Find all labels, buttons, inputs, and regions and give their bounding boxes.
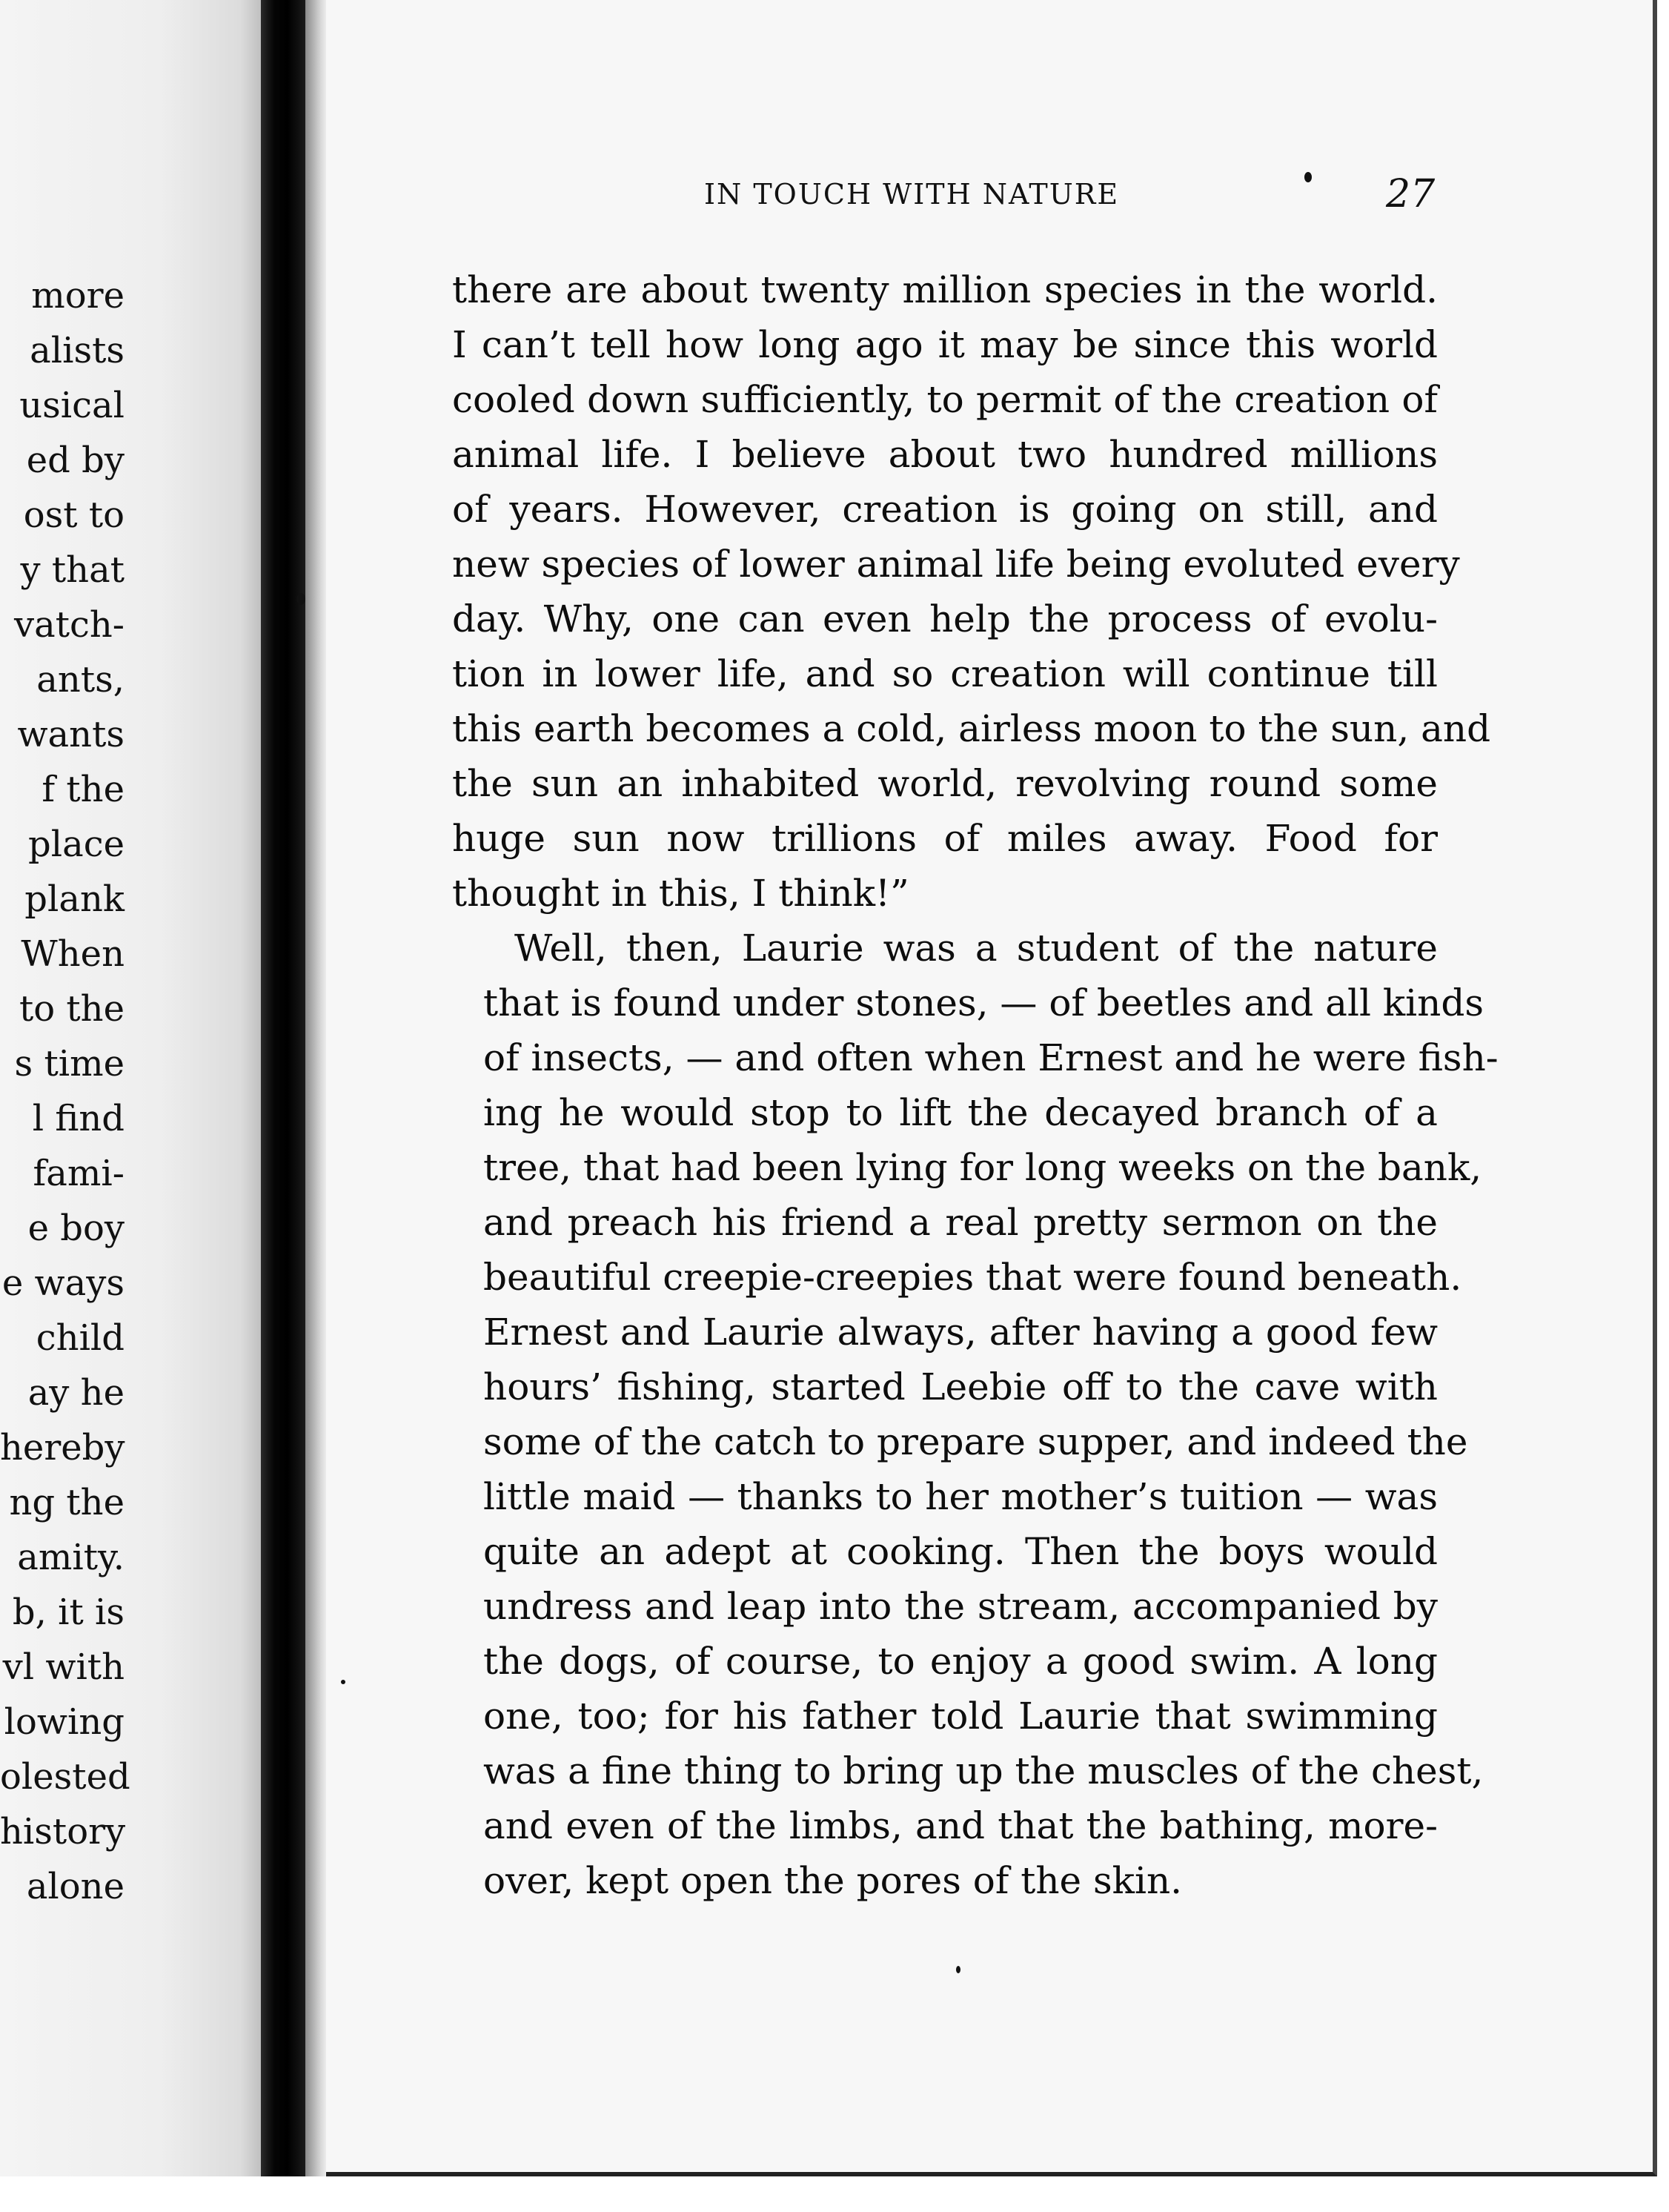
left-fragment-line: alone (26, 1866, 125, 1907)
left-fragment-line: l find (32, 1098, 125, 1139)
text-line: beautiful creepie-creepies that were found beneath. (483, 1256, 1462, 1299)
left-fragment-line: child (36, 1317, 125, 1359)
left-fragment-line: ay he (27, 1372, 125, 1414)
text-line: huge sun now trillions of miles away. Food for (452, 817, 1438, 860)
left-fragment-line: place (28, 824, 125, 865)
left-fragment-line: usical (19, 385, 125, 426)
running-head: IN TOUCH WITH NATURE (704, 178, 1120, 211)
left-fragment-line: ants, (36, 659, 125, 701)
scan-speck (341, 1680, 345, 1684)
left-fragment-line: e ways (1, 1262, 125, 1304)
text-line: Well, then, Laurie was a student of the nature (514, 927, 1438, 970)
page-number: 27 (1386, 172, 1436, 216)
text-line: of insects, — and often when Ernest and he were fish- (483, 1036, 1499, 1079)
left-fragment-line: alists (30, 330, 125, 371)
text-line: cooled down sufficiently, to permit of the creation of (452, 378, 1438, 421)
left-fragment-line: more (31, 275, 125, 317)
text-line: ing he would stop to lift the decayed branch of a (483, 1091, 1438, 1134)
left-fragment-line: olested (0, 1756, 130, 1798)
paragraph-2 (452, 921, 1499, 1908)
text-line: over, kept open the pores of the skin. (483, 1859, 1183, 1902)
text-line: thought in this, I think!” (452, 872, 909, 915)
text-line: there are about twenty million species in the world. (452, 268, 1438, 311)
left-fragment-line: When (21, 933, 125, 975)
left-fragment-line: ed by (26, 440, 125, 481)
left-fragment-line: amity. (17, 1537, 125, 1578)
left-fragment-line: s time (14, 1043, 125, 1085)
left-fragment-line: ng the (9, 1482, 125, 1523)
paragraph-1 (452, 262, 1491, 921)
text-line: some of the catch to prepare supper, and indeed the (483, 1420, 1468, 1463)
text-line: new species of lower animal life being evoluted every (452, 543, 1460, 586)
left-page-edge (0, 0, 267, 2212)
text-line: animal life. I believe about two hundred millions (452, 433, 1438, 476)
text-line: the sun an inhabited world, revolving round some (452, 762, 1438, 805)
text-line: hours’ fishing, started Leebie off to the cave with (483, 1365, 1438, 1408)
text-line: little maid — thanks to her mother’s tuition — was (483, 1475, 1438, 1518)
left-fragment-line: f the (42, 769, 125, 810)
text-line: undress and leap into the stream, accompanied by (483, 1585, 1438, 1628)
text-line: tion in lower life, and so creation will continue till (452, 652, 1438, 695)
text-line: and even of the limbs, and that the bathing, more- (483, 1804, 1438, 1847)
text-line: tree, that had been lying for long weeks on the bank, (483, 1146, 1482, 1189)
text-line: that is found under stones, — of beetles and all kinds (483, 981, 1484, 1024)
text-line: I can’t tell how long ago it may be since this world (452, 323, 1438, 366)
text-line: day. Why, one can even help the process of evolu- (452, 597, 1438, 640)
gutter-shadow (305, 0, 328, 2212)
text-line: the dogs, of course, to enjoy a good swim. A long (483, 1640, 1438, 1683)
left-fragment-line: vl with (2, 1646, 125, 1688)
text-line: quite an adept at cooking. Then the boys would (483, 1530, 1438, 1573)
text-line: of years. However, creation is going on still, and (452, 488, 1438, 531)
book-spine-gutter (261, 0, 305, 2212)
text-line: this earth becomes a cold, airless moon to the sun, and (452, 707, 1491, 750)
left-fragment-line: e boy (27, 1208, 125, 1249)
scan-speck (956, 1966, 960, 1973)
left-fragment-line: y that (20, 549, 125, 591)
scan-bottom-margin (0, 2176, 1669, 2212)
body-text (452, 262, 1499, 1908)
left-fragment-line: vatch- (13, 604, 125, 646)
left-fragment-line: hereby (0, 1427, 125, 1468)
left-fragment-line: ost to (23, 494, 125, 536)
text-line: one, too; for his father told Laurie that swimming (483, 1695, 1438, 1738)
left-fragment-line: wants (17, 714, 125, 755)
scan-speck (1304, 172, 1312, 182)
text-line: Ernest and Laurie always, after having a good few (483, 1311, 1438, 1354)
left-fragment-line: plank (24, 878, 125, 920)
scan-speck (296, 593, 305, 605)
left-fragment-line: b, it is (12, 1592, 125, 1633)
left-fragment-line: history (0, 1811, 126, 1852)
left-fragment-line: lowing (4, 1701, 125, 1743)
left-fragment-line: fami- (33, 1153, 125, 1194)
left-page-fragments (0, 268, 130, 1914)
left-fragment-line: to the (19, 988, 125, 1030)
text-line: was a fine thing to bring up the muscles of the chest, (483, 1749, 1484, 1792)
text-line: and preach his friend a real pretty sermon on the (483, 1201, 1438, 1244)
